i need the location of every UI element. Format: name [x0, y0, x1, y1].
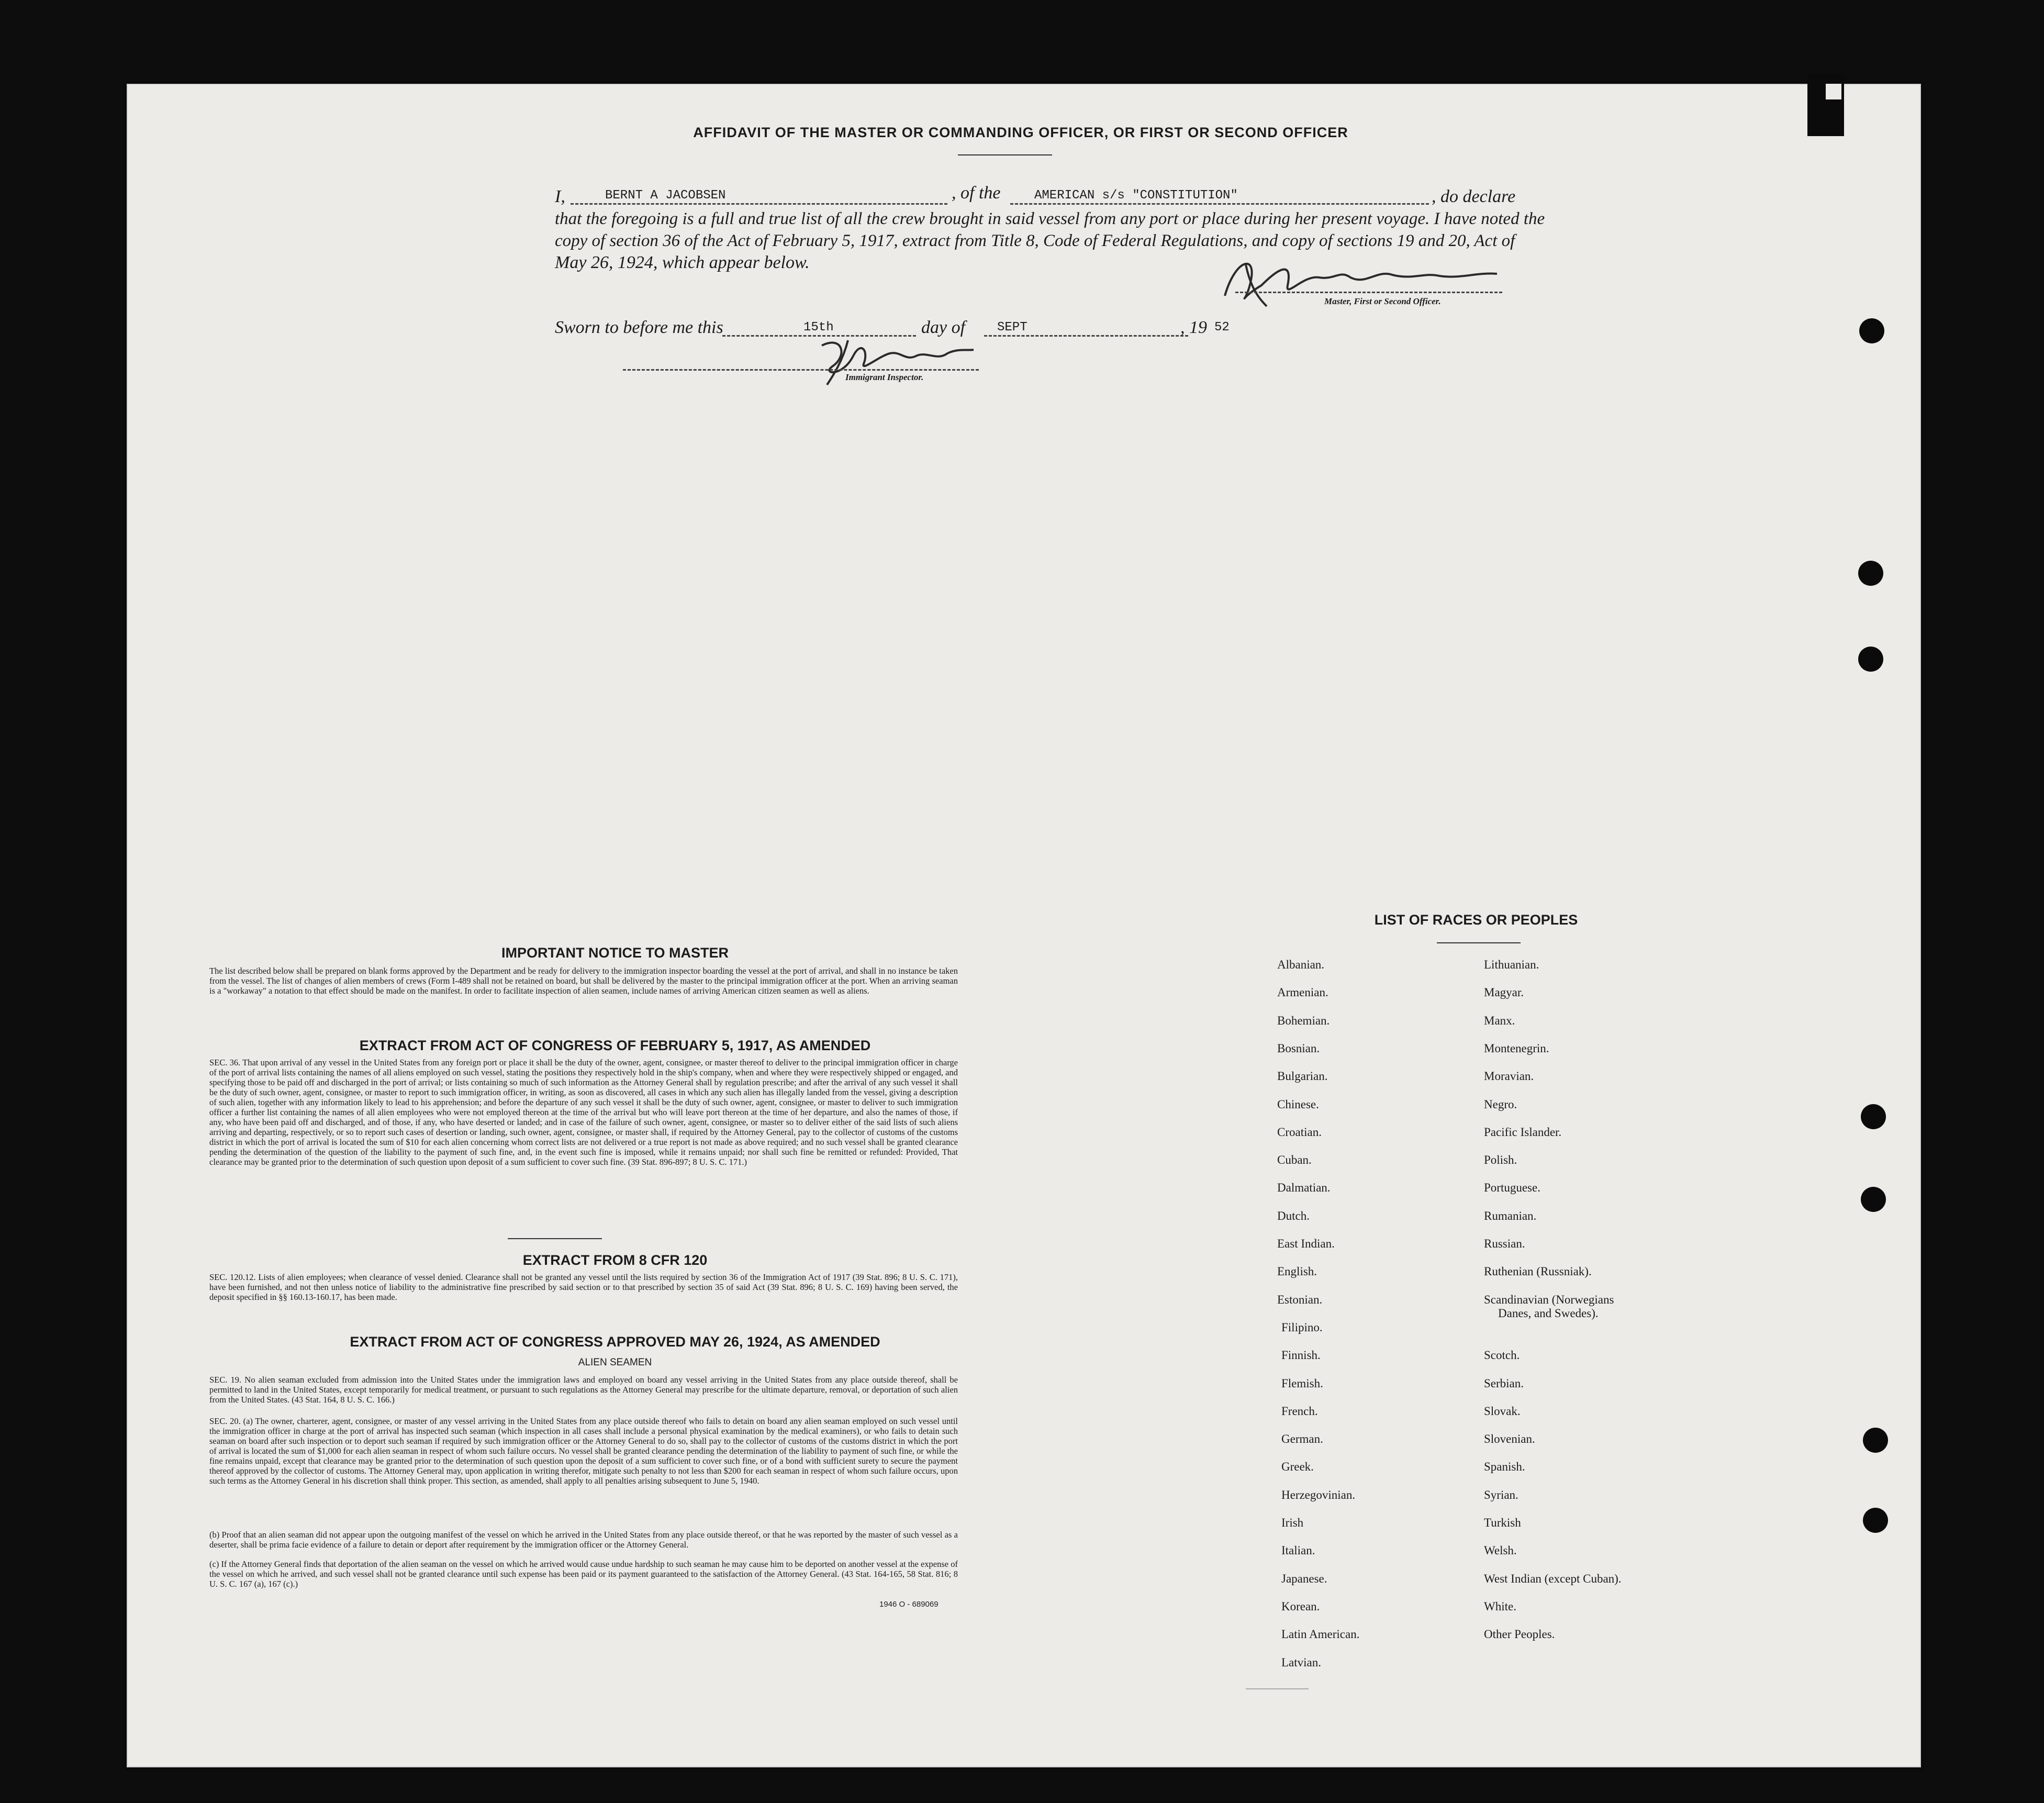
extract3-sec19: SEC. 19. No alien seaman excluded from admission into the United States under the immigration laws and employed on board any vessel arriving in the United States from any place outside thereof, shall be permitted to land in the United States, except temporarily for medical treatment, or pursuant to such regulations as the Attorney General may prescribe for the ultimate departure, removal, or deportation of such alien from the United States. (43 Stat. 164, 8 U. S. C. 166.) [209, 1375, 958, 1405]
race-item: Japanese. [1281, 1572, 1327, 1585]
races-heading: LIST OF RACES OR PEOPLES [1374, 912, 1578, 928]
extract2-heading: EXTRACT FROM 8 CFR 120 [522, 1252, 708, 1268]
race-item: Welsh. [1484, 1544, 1517, 1557]
race-item: Ruthenian (Russniak). [1484, 1265, 1592, 1278]
sworn-label: Sworn to before me this [555, 318, 723, 337]
race-item: Filipino. [1281, 1321, 1323, 1334]
affidavit-line-3: copy of section 36 of the Act of February 5, 1917, extract from Title 8, Code of Federal Regulations, and copy of sections 19 and 20, Act of [555, 231, 1515, 250]
race-item: Rumanian. [1484, 1209, 1537, 1222]
master-signature-line [1235, 292, 1502, 293]
race-item: Moravian. [1484, 1070, 1534, 1083]
master-caption: Master, First or Second Officer. [1324, 296, 1441, 306]
year-prefix: , 19 [1180, 318, 1207, 337]
corner-tab [1807, 73, 1844, 136]
race-item: Croatian. [1277, 1126, 1322, 1139]
race-item: French. [1281, 1405, 1318, 1418]
race-item: Pacific Islander. [1484, 1126, 1562, 1139]
affidavit-line-2: that the foregoing is a full and true list of all the crew brought in said vessel from any port or place during her present voyage. I have noted the [555, 209, 1545, 228]
race-item: Estonian. [1277, 1293, 1323, 1306]
race-item: East Indian. [1277, 1237, 1335, 1250]
sworn-month: SEPT [997, 320, 1027, 335]
race-item: Slovenian. [1484, 1432, 1535, 1445]
punch-hole [1861, 1187, 1886, 1212]
sworn-day: 15th [803, 320, 834, 335]
races-heading-underline [1437, 942, 1521, 943]
race-item: Scandinavian (Norwegians [1484, 1293, 1614, 1306]
race-item: Albanian. [1277, 958, 1325, 971]
punch-hole [1863, 1428, 1888, 1453]
corner-tab-mark [1826, 84, 1841, 99]
race-item: Finnish. [1281, 1349, 1321, 1362]
race-item: Bosnian. [1277, 1042, 1320, 1055]
extract2-body: SEC. 120.12. Lists of alien employees; when clearance of vessel denied. Clearance shall not be granted any vessel until the lists required by section 36 of the Immigration Act of 1917 (39 Stat. 896; 8 U. S. C. 171), have been furnished, and not then unless notice of liability to the administrative fine prescribed by said section or to that prescribed by section 35 of said Act (39 Stat. 896; 8 U. S. C. 169) having been served, the deposit specified in §§ 160.13-160.17, has been made. [209, 1272, 958, 1302]
race-item: Latvian. [1281, 1656, 1321, 1669]
race-item: Serbian. [1484, 1377, 1524, 1390]
race-item: Manx. [1484, 1014, 1515, 1027]
notice-body: The list described below shall be prepared on blank forms approved by the Department and be ready for delivery to the immigration inspector boarding the vessel at the port of arrival, and shall in no instance be taken from the vessel. The list of changes of alien members of crews (Form I-489 shall not be retained on board, but shall be delivered by the master to the principal immigration officer at the port. When an arriving seaman is a "workaway" a notation to that effect should be made on the manifest. In order to facilitate inspection of alien seamen, include names of arriving American citizen seamen as well as aliens. [209, 966, 958, 996]
race-item: White. [1484, 1600, 1516, 1613]
race-item: Italian. [1281, 1544, 1315, 1557]
punch-hole [1863, 1508, 1888, 1533]
of-the-label: , of the [952, 183, 1001, 203]
extract3-sec20b: (b) Proof that an alien seaman did not appear upon the outgoing manifest of the vessel on which he arrived in the United States from any place outside thereof, or that he was reported by the master of such vessel as a deserter, shall be prima facie evidence of a failure to detain or deport after requirement by the immigration officer or the Attorney General. [209, 1530, 958, 1550]
title-underline [958, 154, 1052, 155]
race-item: Spanish. [1484, 1460, 1525, 1473]
extract3-heading: EXTRACT FROM ACT OF CONGRESS APPROVED MAY 26, 1924, AS AMENDED [350, 1334, 880, 1350]
month-fill-line [984, 335, 1188, 337]
punch-hole [1858, 561, 1883, 586]
race-item: Scotch. [1484, 1349, 1520, 1362]
separator-1 [508, 1238, 602, 1239]
race-item: Chinese. [1277, 1098, 1319, 1111]
race-item: Montenegrin. [1484, 1042, 1549, 1055]
extract1-body: SEC. 36. That upon arrival of any vessel in the United States from any foreign port or place it shall be the duty of the owner, agent, consignee, or master thereof to deliver to the principal immigration officer in charge of the port of arrival lists containing the names of all aliens employed on such vessel, stating the positions they respectively hold in the ship's company, when and where they were respectively shipped or engaged, and specifying those to be paid off and discharged in the port of arrival; or lists containing so much of such information as the Attorney General shall by regulation prescribe; and after the arrival of any such vessel it shall be the duty of such owner, agent, consignee, or master to report to such immigration officer, in writing, as soon as discovered, all cases in which any such alien has illegally landed from the vessel, giving a description of such alien, together with any information likely to lead to his apprehension; and before the departure of any such vessel it shall be the duty of such owner, agent, consignee, or master to deliver to such immigration officer a further list containing the names of all alien employees who were not employed thereon at the time of the arrival but who will leave port thereon at the time of her departure, and also the names of those, if any, who have been paid off and discharged, and of those, if any, who have deserted or landed; and in case of the failure of such owner, agent, consignee, or master so to deliver either of the said lists of such aliens arriving and departing, respectively, or so to report such cases of desertion or landing, such owner, agent, consignee, or master shall, if required by the Attorney General, pay to the collector of customs of the customs district in which the port of arrival is located the sum of $10 for each alien concerning whom correct lists are not delivered or a true report is not made as above required; and no such vessel shall be granted clearance pending the determination of the question of the liability to the payment of such fine, and, in the event such fine is imposed, while it remains unpaid; nor shall such fine be remitted or refunded: Provided, That clearance may be granted prior to the determination of such question upon deposit of a sum sufficient to cover such fine. (39 Stat. 896-897; 8 U. S. C. 171.) [209, 1058, 958, 1167]
master-name: BERNT A JACOBSEN [602, 188, 729, 203]
print-code: 1946 O - 689069 [879, 1600, 939, 1609]
year-suffix: 52 [1214, 320, 1230, 335]
race-item: English. [1277, 1265, 1317, 1278]
race-item: Irish [1281, 1516, 1304, 1529]
inspector-caption: Immigrant Inspector. [845, 372, 924, 382]
notice-heading: IMPORTANT NOTICE TO MASTER [501, 945, 729, 961]
race-item: Turkish [1484, 1516, 1521, 1529]
affidavit-line-4: May 26, 1924, which appear below. [555, 253, 810, 272]
punch-hole [1859, 318, 1884, 343]
i-label: I, [555, 187, 565, 206]
race-item: Syrian. [1484, 1488, 1518, 1501]
race-item: Polish. [1484, 1153, 1517, 1166]
race-item: Bulgarian. [1277, 1070, 1328, 1083]
bottom-mark [1246, 1688, 1309, 1689]
race-item: Armenian. [1277, 986, 1328, 999]
name-fill-line [571, 203, 947, 205]
race-item: Portuguese. [1484, 1181, 1540, 1194]
race-item: Herzegovinian. [1281, 1488, 1356, 1501]
race-item: Bohemian. [1277, 1014, 1330, 1027]
punch-hole [1861, 1104, 1886, 1129]
inspector-signature-line [623, 369, 979, 371]
extract3-sec20c: (c) If the Attorney General finds that deportation of the alien seaman on the vessel on which he arrived would cause undue hardship to such seaman he may cause him to be deported on another vessel at the expense of the vessel on which he arrived, and such vessel shall not be granted clearance until such expense has been paid or its payment guaranteed to the satisfaction of the Attorney General. (43 Stat. 164-165, 58 Stat. 816; 8 U. S. C. 167 (a), 167 (c).) [209, 1559, 958, 1589]
race-item: Dalmatian. [1277, 1181, 1331, 1194]
race-item: Russian. [1484, 1237, 1525, 1250]
race-item: Cuban. [1277, 1153, 1312, 1166]
extract3-subheading: ALIEN SEAMEN [578, 1357, 652, 1368]
vessel-fill-line [1010, 203, 1429, 205]
race-item: Greek. [1281, 1460, 1314, 1473]
extract1-heading: EXTRACT FROM ACT OF CONGRESS OF FEBRUARY 5, 1917, AS AMENDED [359, 1038, 871, 1053]
race-item: Slovak. [1484, 1405, 1521, 1418]
affidavit-title: AFFIDAVIT OF THE MASTER OR COMMANDING OFFICER, OR FIRST OR SECOND OFFICER [693, 125, 1348, 140]
race-item: German. [1281, 1432, 1323, 1445]
do-declare-label: , do declare [1432, 187, 1516, 206]
vessel-name: AMERICAN s/s "CONSTITUTION" [1031, 188, 1241, 203]
race-item: Magyar. [1484, 986, 1524, 999]
race-item: Flemish. [1281, 1377, 1323, 1390]
race-item: Lithuanian. [1484, 958, 1539, 971]
punch-hole [1858, 647, 1883, 672]
race-item: Other Peoples. [1484, 1628, 1555, 1641]
race-item: Negro. [1484, 1098, 1517, 1111]
race-item: West Indian (except Cuban). [1484, 1572, 1622, 1585]
race-item: Latin American. [1281, 1628, 1360, 1641]
race-item: Danes, and Swedes). [1498, 1307, 1599, 1320]
day-of-label: day of [921, 318, 966, 337]
race-item: Korean. [1281, 1600, 1320, 1613]
extract3-sec20a: SEC. 20. (a) The owner, charterer, agent, consignee, or master of any vessel arriving in the United States from any place outside thereof who fails to detain on board any alien seaman employed on such vessel until the immigration officer in charge at the port of arrival has inspected such seaman (which inspection in all cases shall include a personal physical examination by the medical examiners), or who fails to detain such seaman on board after such inspection or to deport such seaman if required by such immigration officer or the Attorney General to do so, shall pay to the collector of customs of the customs district in which the port of arrival is located the sum of $1,000 for each alien seaman in respect of whom such failure occurs. No vessel shall be granted clearance pending the determination of the liability to payment of such fine, or while the fine remains unpaid, except that clearance may be granted prior to the determination of such question upon the deposit of a sum sufficient to cover such fine, or of a bond with sufficient surety to secure the payment thereof approved by the collector of customs. The Attorney General may, upon application in writing therefor, mitigate such penalty to not less than $200 for each seaman in respect of whom such failure occurs, upon such terms as the Attorney General in his discretion shall think proper. This section, as amended, shall apply to all penalties arising subsequent to June 5, 1940. [209, 1416, 958, 1486]
race-item: Dutch. [1277, 1209, 1310, 1222]
